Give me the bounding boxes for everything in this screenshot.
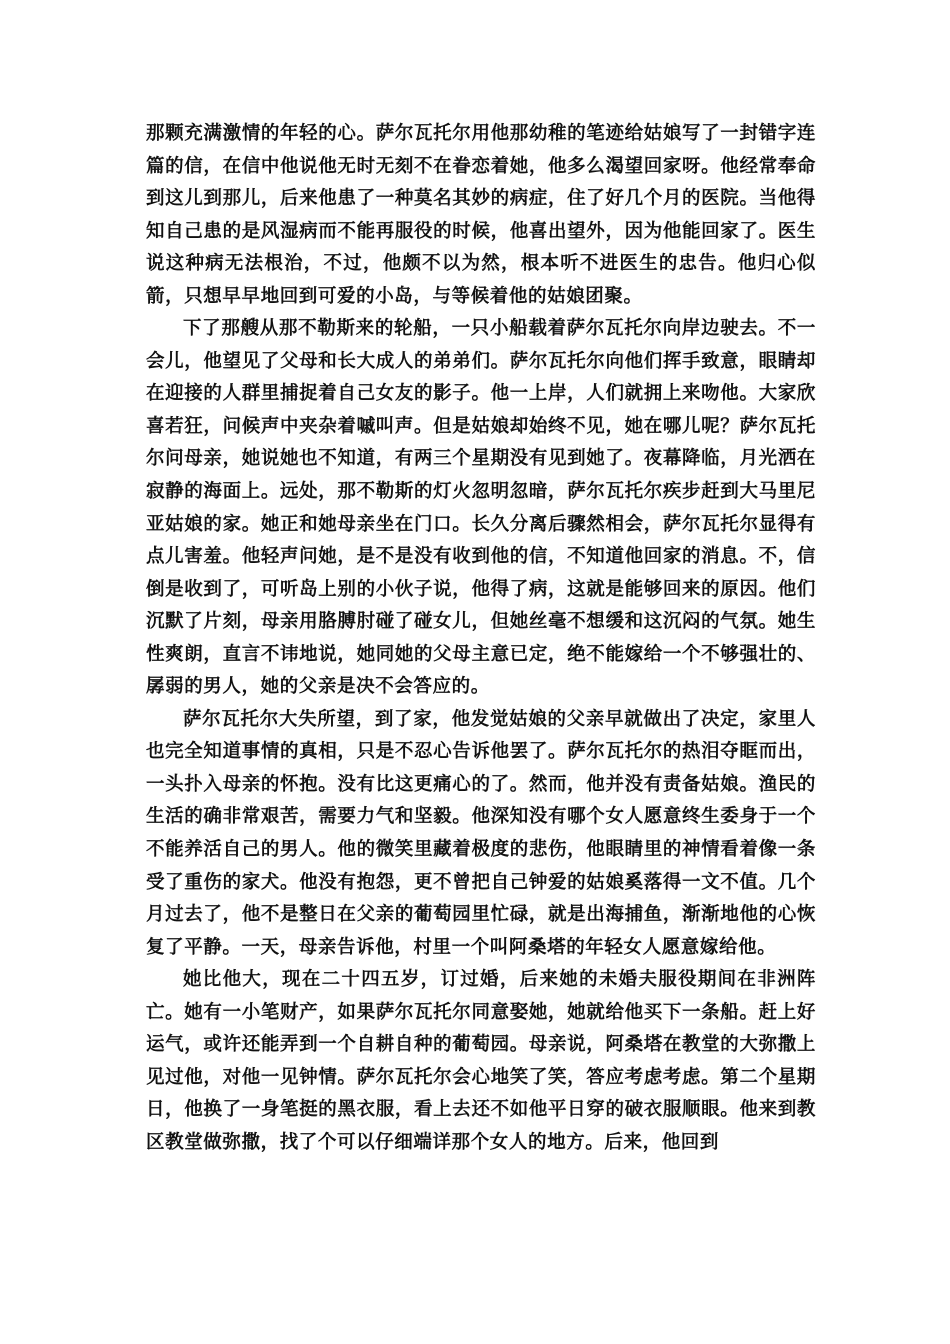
- paragraph-4: 她比他大，现在二十四五岁，订过婚，后来她的未婚夫服役期间在非洲阵亡。她有一小笔财产，如果萨尔瓦托尔同意娶她，她就给他买下一条船。赶上好运气，或许还能弄到一个自耕自种的葡萄园。母亲说，阿桑塔在教堂的大弥撒上见过他，对他一见钟情。萨尔瓦托尔会心地笑了笑，答应考虑考虑。第二个星期日，他换了一身笔挺的黑衣服，看上去还不如他平日穿的破衣服顺眼。他来到教区教堂做弥撒，找了个可以仔细端详那个女人的地方。后来，他回到: [146, 969, 816, 1153]
- paragraph-2: 下了那艘从那不勒斯来的轮船，一只小船载着萨尔瓦托尔向岸边驶去。不一会儿，他望见了父母和长大成人的弟弟们。萨尔瓦托尔向他们挥手致意，眼睛却在迎接的人群里捕捉着自己女友的影子。他一上岸，人们就拥上来吻他。大家欣喜若狂，问候声中夹杂着嘁叫声。但是姑娘却始终不见，她在哪儿呢？萨尔瓦托尔问母亲，她说她也不知道，有两三个星期没有见到她了。夜幕降临，月光洒在寂静的海面上。远处，那不勒斯的灯火忽明忽暗，萨尔瓦托尔疾步赶到大马里尼亚姑娘的家。她正和她母亲坐在门口。长久分离后骤然相会，萨尔瓦托尔显得有点儿害羞。他轻声问她，是不是没有收到他的信，不知道他回家的消息。不，信倒是收到了，可听岛上别的小伙子说，他得了病，这就是能够回来的原因。他们沉默了片刻，母亲用胳膊肘碰了碰女儿，但她丝毫不想缓和这沉闷的气氛。她生性爽朗，直言不讳地说，她同她的父母主意已定，绝不能嫁给一个不够强壮的、孱弱的男人，她的父亲是决不会答应的。: [146, 318, 816, 698]
- paragraph-3: 萨尔瓦托尔大失所望，到了家，他发觉姑娘的父亲早就做出了决定，家里人也完全知道事情的真相，只是不忍心告诉他罢了。萨尔瓦托尔的热泪夺眶而出，一头扑入母亲的怀抱。没有比这更痛心的了。然而，他并没有责备姑娘。渔民的生活的确非常艰苦，需要力气和坚毅。他深知没有哪个女人愿意终生委身于一个不能养活自己的男人。他的微笑里藏着极度的悲伤，他眼睛里的神情看着像一条受了重伤的家犬。他没有抱怨，更不曾把自己钟爱的姑娘奚落得一文不值。几个月过去了，他不是整日在父亲的葡萄园里忙碌，就是出海捕鱼，渐渐地他的心恢复了平静。一天，母亲告诉他，村里一个叫阿桑塔的年轻女人愿意嫁给他。: [146, 708, 816, 958]
- paragraph-1: 那颗充满激情的年轻的心。萨尔瓦托尔用他那幼稚的笔迹给姑娘写了一封错字连篇的信，在信中他说他无时无刻不在眷恋着她，他多么渴望回家呀。他经常奉命到这儿到那儿，后来他患了一种莫名其妙的病症，住了好几个月的医院。当他得知自己患的是风湿病而不能再服役的时候，他喜出望外，因为他能回家了。医生说这种病无法根治，不过，他颇不以为然，根本听不进医生的忠告。他归心似箭，只想早早地回到可爱的小岛，与等候着他的姑娘团聚。: [146, 123, 816, 307]
- document-body: [146, 118, 816, 1160]
